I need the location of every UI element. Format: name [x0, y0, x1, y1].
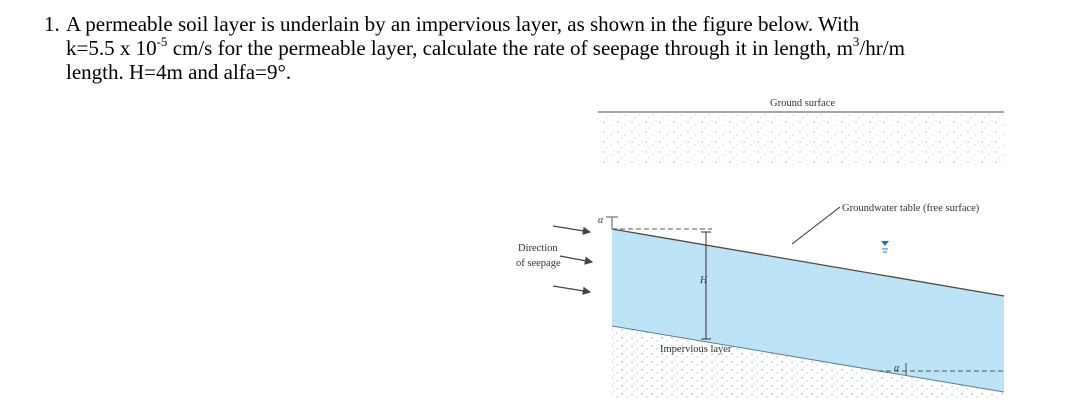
direction-label-line-2: of seepage — [516, 258, 561, 269]
angle-label-bottom: α — [894, 363, 900, 374]
direction-label-line-1: Direction — [518, 243, 558, 254]
seepage-arrow-3 — [553, 286, 590, 292]
k-value-text: k=5.5 x 10 — [66, 36, 157, 60]
problem-number: 1. — [44, 12, 60, 36]
problem-line-2-end: /hr/m — [859, 36, 905, 60]
angle-label-top: α — [598, 215, 604, 226]
k-exponent: -5 — [156, 34, 168, 49]
seepage-arrow-2 — [560, 256, 592, 262]
impervious-layer-label: Impervious layer — [660, 344, 732, 355]
problem-line-1: A permeable soil layer is underlain by an impervious layer, as shown in the figure below. With — [66, 12, 860, 36]
height-label: H — [700, 275, 708, 286]
problem-line-2-mid: cm/s for the permeable layer, calculate the rate of seepage through it in length, m — [167, 36, 853, 60]
groundwater-table-label: Groundwater table (free surface) — [842, 203, 980, 214]
water-table-symbol — [881, 241, 889, 252]
problem-line-3: length. H=4m and alfa=9°. — [66, 60, 292, 84]
seepage-arrow-1 — [553, 226, 590, 232]
ground-surface — [598, 112, 1004, 165]
ground-surface-label: Ground surface — [770, 98, 836, 109]
unit-exponent: 3 — [852, 34, 860, 49]
ground-soil-texture — [598, 113, 1004, 165]
groundwater-leader-line — [792, 207, 840, 244]
